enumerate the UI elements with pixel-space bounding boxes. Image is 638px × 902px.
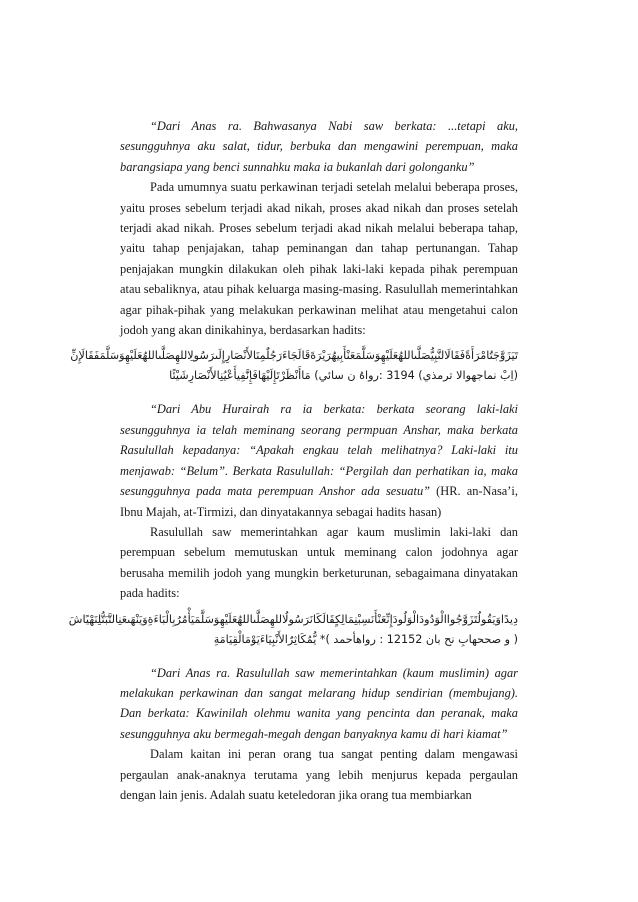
- body-paragraph-peran-orang-tua: Dalam kaitan ini peran orang tua sangat penting dalam mengawasi pergaulan anak-anaknya terutama yang lebih menjurus kepada pergaulan dengan lain jenis. Adalah suatu keteledoran jika orang tua membiarkan: [120, 747, 518, 802]
- body-paragraph-proses-perkawinan: Pada umumnya suatu perkawinan terjadi setelah melalui beberapa proses, yaitu proses sebelum terjadi akad nikah, proses akad nikah dan proses setelah terjadi akad nikah. Proses sebelum terjadi akad nikah melalui beberapa tahap, yaitu tahap penjajakan, tahap peminangan dan tahap pertunangan. Tahap penjajakan mungkin dilakukan oleh pihak laki-laki kepada pihak perempuan atau sebaliknya, atau pihak keluarga masing-masing. Rasulullah memerintahkan agar pihak-pihak yang melakukan perkawinan melihat atau mengetahui calon jodoh yang akan dinikahinya, berdasarkan hadits:: [120, 180, 518, 338]
- arabic-hadith-2-line-1: دِيدًاوَيَقُولُتَزَوَّجُواالْوَدُودَالْوَلُودَإِنِّعَنْأَنَسِبْنِمَالِكٍقَالَكَانَرَسُولُاللهِصَلَّىاللهُعَلَيْهِوَسَلَّمَيَأْمُرُبِالْبَاءَةِوَيَنْهَىعَنِالتَّبَتُّلِنَهْيًاشَ: [68, 612, 518, 626]
- arabic-hadith-1-line-2: (اِبْ نماجهوالا ترمذي) 3194 :رواهُ ن سائي) مَاأَنْظَرْتَإِلَيْهَافَإِنَّفِيأَعْيُنِالأَنْصَارِشَيْئًا: [169, 369, 518, 383]
- arabic-hadith-1-line-1: تَيَزَوَّجَتُامْرَأَةًفَقَالَالنَّبِيُّصَلَّىاللهُعَلَيْهِوَسَلَّمَعَنْأَبِيهُرَيْرَةَقَالَجَاءَرَجُلٌمِنَالأَنْصَارِإِلَىرَسُولِاللهِصَلَّىاللهُعَلَيْهِوَسَلَّمَفَقَالَإِنِّ: [70, 349, 518, 363]
- arabic-hadith-1: [70, 346, 518, 386]
- hadith-translation-anas-1: “Dari Anas ra. Bahwasanya Nabi saw berkata: ...tetapi aku, sesungguhnya aku salat, tidur, berbuka dan mengawini perempuan, maka barangsiapa yang benci sunnahku maka ia bukanlah dari golonganku”: [120, 119, 518, 174]
- hadith-translation-anas-2: “Dari Anas ra. Rasulullah saw memerintahkan (kaum muslimin) agar melakukan perkawinan dan sangat melarang hidup sendirian (membujang). Dan berkata: Kawinilah olehmu wanita yang pencinta dan peranak, maka sesungguhnya aku bermegah-megah dengan banyaknya kamu di hari kiamat”: [120, 665, 518, 741]
- hadith-source-citation: (HR. an-Nasa’i, Ibnu Majah, at-Tirmizi, dan dinyatakannya sebagai hadits hasan): [120, 484, 518, 519]
- body-paragraph-memilih-jodoh: Rasulullah saw memerintahkan agar kaum muslimin laki-laki dan perempuan sebelum memutuskan untuk meminang calon jodohnya agar berusaha memilih jodoh yang mungkin berketurunan, sebagaimana dinyatakan pada hadits:: [120, 524, 518, 601]
- arabic-hadith-2: [68, 610, 518, 650]
- hadith-translation-abu-hurairah: [120, 399, 518, 521]
- arabic-hadith-2-line-2: ( و صححهابِ نح بان 12152 : رواهأحمد )* يُّمُكَاثِرٌالأَنْبِيَاءَيَوْمَالْقِيَامَةِ: [213, 632, 518, 646]
- page-content: [68, 116, 518, 805]
- hadith-translation-abu-hurairah-text: “Dari Abu Hurairah ra ia berkata: berkata seorang laki-laki sesungguhnya ia telah meminang seorang permpuan Anshar, maka berkata Rasulullah kepadanya: “Apakah engkau telah melihatnya? Laki-laki itu menjawab: “Belum”. Berkata Rasulullah: “Pergilah dan perhatikan ia, maka sesungguhnya pada mata perempuan Anshor ada sesuatu”: [120, 402, 518, 499]
